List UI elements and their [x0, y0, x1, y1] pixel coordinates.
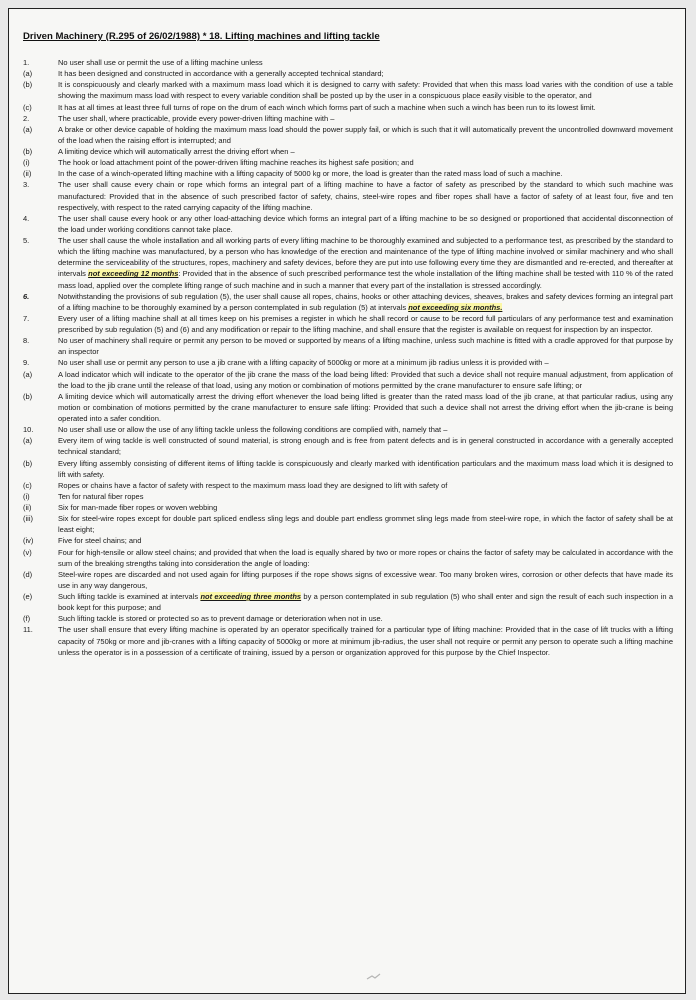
item-text [58, 480, 673, 491]
item-text-part: It is conspicuously and clearly marked with a maximum mass load which it is designed to carry with safety: Provided that when this mass load varies with the condition of use a table showing the maximum mass load with respect to every variable condition shall be posted up by the user in a conspicuous place easily visible to the operator, and [58, 80, 673, 101]
item-text [58, 369, 673, 391]
item-number: 11. [23, 625, 33, 635]
item-number: 2. [23, 113, 30, 123]
highlighted-interval: not exceeding six months. [408, 302, 503, 312]
item-text-part: A limiting device which will automatically arrest the driving effort when – [58, 147, 295, 156]
item-text-part: Notwithstanding the provisions of sub regulation (5), the user shall cause all ropes, chains, hooks or other attaching devices, sheaves, brakes and safety devices forming an integral part of a lifting machine to be thoroughly examined by a person contemplated in sub regulation (5) at intervals [58, 291, 673, 312]
item-text-part: Four for high-tensile or allow steel chains; and provided that when the load is equally shared by two or more ropes or chains the factor of safety may be calculated in accordance with the sum of the breaking strengths taking into consideration the angle of loading: [58, 547, 673, 568]
item-text-part: Such lifting tackle is stored or protected so as to prevent damage or deterioration when not in use. [58, 614, 383, 624]
item-number: (i) [23, 491, 30, 501]
regulation-item [23, 313, 673, 335]
item-text-part: It has been designed and constructed in accordance with a generally accepted technical standard; [58, 69, 384, 79]
regulation-item [23, 146, 673, 157]
item-text [58, 157, 673, 168]
item-number: (iii) [23, 514, 33, 524]
regulation-item [23, 424, 673, 435]
item-number: (c) [23, 102, 32, 112]
document-title: Driven Machinery (R.295 of 26/02/1988) * 18. Lifting machines and lifting tackle [23, 31, 380, 42]
regulation-item [23, 569, 673, 591]
regulation-item [23, 613, 673, 624]
item-text [58, 102, 673, 113]
item-text-part: Every user of a lifting machine shall at all times keep on his premises a register in which he shall record or cause to be record full particulars of any performance test and examination prescribed by sub regulation (5) and (6) and any modification or repair to the lifting machine, and shall ensure that the register is available on request for inspection by an inspector. [58, 313, 673, 334]
regulation-item [23, 79, 673, 101]
item-text-part: Ten for natural fiber ropes [58, 491, 144, 501]
regulation-item [23, 357, 673, 368]
regulation-item [23, 369, 673, 391]
regulation-item [23, 235, 673, 291]
item-number: (ii) [23, 169, 32, 179]
item-text-part: A limiting device which will automatically arrest the driving effort whenever the load being lifted is greater than the rated mass load of the jib crane, at that particular radius, using any motion or combination of motions permitted by the crane manufacturer to ensure safe lifting: Provided that such a device shall not arrest the driving effort when the jib-crane is being operated into a safer condition. [58, 391, 673, 423]
item-number: 4. [23, 213, 30, 223]
item-text [58, 335, 673, 357]
regulation-item [23, 624, 673, 657]
regulation-item [23, 68, 673, 79]
item-text [58, 57, 673, 68]
item-number: 1. [23, 58, 30, 67]
scan-smudge [366, 973, 382, 981]
item-number: (a) [23, 436, 33, 446]
highlighted-interval: not exceeding three months [200, 592, 302, 601]
item-text-part: The user shall ensure that every lifting machine is operated by an operator specifically trained for a particular type of lifting machine: Provided that in the case of lift trucks with a lifting capacity of 750kg or more and jib-cranes with a lifting capacity of 5000kg or more at minimum jib-radius, the user shall not require or permit any person to operate such a lifting machine unless the operator is in a possession of a certificate of training, issued by a person or organization approved for this purpose by the Chief Inspector. [58, 625, 673, 657]
item-text-part: A load indicator which will indicate to the operator of the jib crane the mass of the load being lifted: Provided that such a device shall not require manual adjustment, from application of the load to the jib crane until the release of that load, using any motion or combination of motions permitted by the crane manufacturer to ensure safe lifting; or [58, 369, 673, 390]
item-text-part: The user shall cause every chain or rope which forms an integral part of a lifting machine to have a factor of safety as prescribed by the standard to which such machine was manufactured: Provided that in the absence of such prescribed factor of safety, chains, steel-wire ropes and fiber ropes shall have a factor of safety of at least four, five and ten respectively, with respect to the rated carrying capacity of the lifting machine. [58, 180, 673, 212]
item-text-part: No user shall use or permit the use of a lifting machine unless [58, 58, 263, 67]
item-text-part: It has at all times at least three full turns of rope on the drum of each winch which forms part of such a machine when such a winch has been run to its lowest limit. [58, 102, 596, 112]
regulation-item [23, 535, 673, 546]
item-text [58, 502, 673, 513]
item-number: 9. [23, 358, 30, 368]
item-number: (d) [23, 569, 33, 579]
regulation-item [23, 458, 673, 480]
regulation-item [23, 179, 673, 212]
item-text [58, 79, 673, 101]
item-number: 7. [23, 313, 30, 323]
item-text-part: Steel-wire ropes are discarded and not used again for lifting purposes if the rope shows signs of excessive wear. Too many broken wires, corrosion or other defects that have made its use in any way dangerous, [58, 569, 673, 590]
item-number: (c) [23, 480, 32, 490]
item-number: (b) [23, 391, 33, 401]
item-text [58, 391, 673, 424]
item-text-part: A brake or other device capable of holding the maximum mass load should the power supply fail, or which is such that it will automatically prevent the uncontrolled downward movement of the load when the raising effort is interrupted; and [58, 124, 673, 145]
item-text [58, 168, 673, 179]
regulation-item [23, 480, 673, 491]
item-text [58, 113, 673, 124]
document-page [8, 8, 686, 994]
item-text [58, 624, 673, 657]
item-text-part: Every lifting assembly consisting of different items of lifting tackle is conspicuously and clearly marked with identification particulars and the maximum mass load which it is designed to lift with safety. [58, 458, 673, 479]
item-number: (f) [23, 614, 31, 624]
item-text [58, 213, 673, 235]
item-text [58, 513, 673, 535]
item-text-part: In the case of a winch-operated lifting machine with a lifting capacity of 5000 kg or more, the load is greater than the rated mass load of such a machine. [58, 169, 563, 179]
item-text [58, 535, 673, 546]
item-text [58, 547, 673, 569]
item-number: (b) [23, 458, 33, 468]
item-text-part: Every item of wing tackle is well constructed of sound material, is strong enough and is free from patent defects and is in general constructed in accordance with a generally accepted technical standard; [58, 436, 673, 457]
item-number: (b) [23, 147, 33, 156]
regulation-item [23, 291, 673, 313]
item-number: (a) [23, 369, 33, 379]
regulation-item [23, 591, 673, 613]
item-text-part: No user of machinery shall require or permit any person to be moved or supported by means of a lifting machine, unless such machine is fitted with a cradle approved for that purpose by an inspector [58, 336, 673, 357]
item-text [58, 357, 673, 368]
regulation-item [23, 102, 673, 113]
item-text-part: Six for man-made fiber ropes or woven webbing [58, 503, 218, 512]
item-text-part: The user shall, where practicable, provide every power-driven lifting machine with – [58, 113, 335, 123]
item-text [58, 68, 673, 79]
item-number: 3. [23, 180, 30, 190]
regulation-item [23, 491, 673, 502]
item-text-part: No user shall use or permit any person to use a jib crane with a lifting capacity of 5000kg or more at a minimum jib radius unless it is provided with – [58, 358, 549, 368]
item-number: (ii) [23, 503, 32, 512]
regulation-item [23, 157, 673, 168]
item-text [58, 124, 673, 146]
regulation-item [23, 213, 673, 235]
item-number: 5. [23, 236, 30, 245]
item-number: (a) [23, 124, 33, 134]
item-number: (iv) [23, 536, 34, 546]
item-text [58, 491, 673, 502]
item-text [58, 313, 673, 335]
regulation-item [23, 547, 673, 569]
regulation-item [23, 513, 673, 535]
item-text-part: Ropes or chains have a factor of safety with respect to the maximum mass load they are designed to lift with safety of [58, 480, 448, 490]
item-text [58, 179, 673, 212]
item-text [58, 591, 673, 613]
item-number: (i) [23, 158, 30, 168]
regulation-item [23, 435, 673, 457]
regulation-item [23, 168, 673, 179]
item-text [58, 146, 673, 157]
item-text-part: The user shall cause every hook or any other load-attaching device which forms an integral part of a lifting machine to be so designed or proportioned that accidental disconnection of the load under working conditions cannot take place. [58, 213, 673, 234]
item-number: 10. [23, 425, 34, 435]
item-number: 8. [23, 336, 30, 346]
regulation-item [23, 113, 673, 124]
item-text [58, 291, 673, 313]
item-text-part: by a person contemplated in sub regulation (5) who shall enter and sign the result of each such inspection in a book kept for this purpose; and [58, 592, 673, 613]
item-text [58, 435, 673, 457]
regulation-body [23, 57, 673, 658]
item-text [58, 424, 673, 435]
regulation-item [23, 502, 673, 513]
item-text [58, 569, 673, 591]
item-text-part: The hook or load attachment point of the power-driven lifting machine reaches its highest safe position; and [58, 158, 414, 168]
item-text-part: : Provided that in the absence of such prescribed performance test the whole installation of the lifting machine shall be tested with 110 % of the rated mass load, applied over the complete lifting range of such machine and in such a manner that every part of the installation is stressed accordingly. [58, 269, 673, 290]
highlighted-interval: not exceeding 12 months [88, 269, 179, 279]
regulation-item [23, 335, 673, 357]
regulation-item [23, 57, 673, 68]
item-number: (v) [23, 547, 32, 557]
item-number: (b) [23, 80, 33, 90]
item-text [58, 458, 673, 480]
item-text [58, 613, 673, 624]
item-text [58, 235, 673, 291]
item-number: 6. [23, 291, 30, 301]
item-text-part: Five for steel chains; and [58, 536, 142, 546]
item-text-part: Six for steel-wire ropes except for double part spliced endless sling legs and double part endless grommet sling legs made from steel-wire rope, in which the factor of safety shall be at least eight; [58, 514, 673, 535]
regulation-item [23, 124, 673, 146]
regulation-item [23, 391, 673, 424]
item-text-part: No user shall use or allow the use of any lifting tackle unless the following conditions are complied with, namely that – [58, 425, 448, 435]
item-text-part: Such lifting tackle is examined at intervals [58, 592, 201, 601]
item-number: (e) [23, 592, 33, 601]
item-text-part: The user shall cause the whole installation and all working parts of every lifting machine to be thoroughly examined and subjected to a performance test, as prescribed by the standard to which the lifting machine was manufactured, by a person who has knowledge of the erection and maintenance of the type of lifting machine involved or similar machinery and who shall determine the serviceability of the structures, ropes, machinery and safety devices, before they are put into use following every time they are dismantled and re-erected, and thereafter at intervals [58, 236, 673, 279]
item-number: (a) [23, 69, 33, 79]
